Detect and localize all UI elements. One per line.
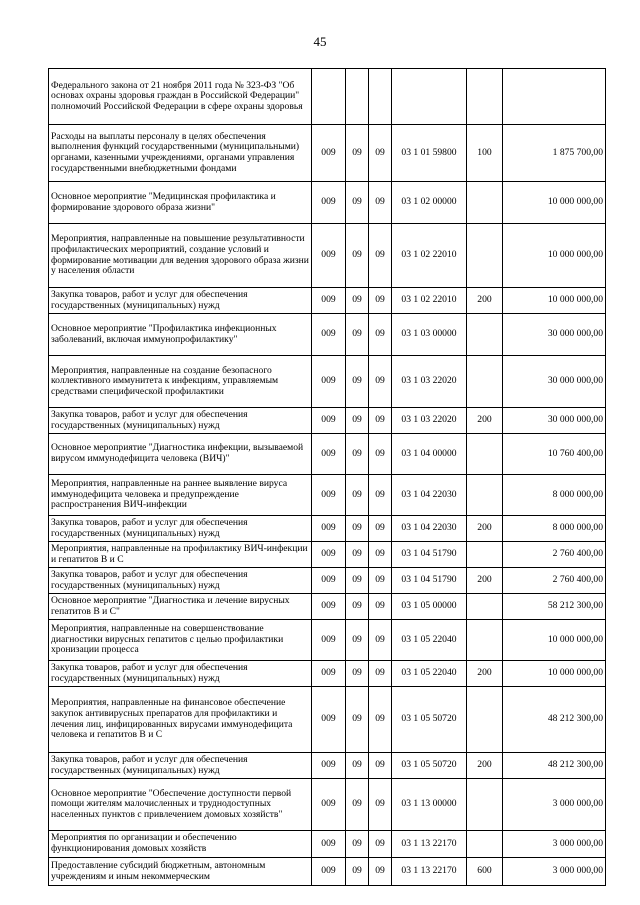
cell-name: Расходы на выплаты персоналу в целях обеспечения выполнения функций государственными (муниципальными) органами, казенными учреждениями, органами управления государственными внебюджетными фондами: [49, 125, 312, 182]
cell-expense-type: [467, 182, 503, 224]
cell-ministry: 009: [312, 288, 346, 314]
cell-target-article: 03 1 03 22020: [392, 408, 467, 434]
cell-section: 09: [346, 831, 369, 858]
cell-target-article: 03 1 02 00000: [392, 182, 467, 224]
cell-subsection: 09: [369, 408, 392, 434]
cell-ministry: 009: [312, 408, 346, 434]
cell-expense-type: 200: [467, 408, 503, 434]
page-number: 45: [313, 34, 327, 49]
cell-section: 09: [346, 516, 369, 542]
cell-name: Мероприятия, направленные на повышение результативности профилактических мероприятий, создание условий и формирование мотивации для ведения здорового образа жизни у населения области: [49, 224, 312, 288]
cell-amount: 1 875 700,00: [503, 125, 606, 182]
cell-ministry: 009: [312, 516, 346, 542]
cell-name: Основное мероприятие "Медицинская профилактика и формирование здорового образа жизни": [49, 182, 312, 224]
cell-target-article: 03 1 05 22040: [392, 661, 467, 687]
cell-amount: 8 000 000,00: [503, 516, 606, 542]
cell-subsection: 09: [369, 594, 392, 620]
cell-ministry: 009: [312, 182, 346, 224]
cell-amount: [503, 69, 606, 125]
cell-target-article: 03 1 13 00000: [392, 779, 467, 831]
cell-subsection: 09: [369, 542, 392, 568]
cell-target-article: 03 1 03 00000: [392, 314, 467, 356]
table-row: [49, 408, 606, 434]
cell-expense-type: [467, 831, 503, 858]
table-row: [49, 224, 606, 288]
cell-section: 09: [346, 542, 369, 568]
cell-subsection: 09: [369, 475, 392, 516]
cell-subsection: 09: [369, 125, 392, 182]
cell-ministry: 009: [312, 753, 346, 779]
table-row: [49, 594, 606, 620]
cell-section: 09: [346, 475, 369, 516]
cell-amount: 30 000 000,00: [503, 314, 606, 356]
cell-target-article: 03 1 13 22170: [392, 858, 467, 886]
cell-expense-type: 100: [467, 125, 503, 182]
cell-section: 09: [346, 314, 369, 356]
cell-target-article: 03 1 04 51790: [392, 542, 467, 568]
cell-amount: 30 000 000,00: [503, 408, 606, 434]
table-row: [49, 858, 606, 886]
cell-target-article: 03 1 04 51790: [392, 568, 467, 594]
table-row: [49, 516, 606, 542]
cell-amount: 10 000 000,00: [503, 620, 606, 661]
cell-section: [346, 69, 369, 125]
cell-ministry: 009: [312, 125, 346, 182]
cell-ministry: 009: [312, 620, 346, 661]
cell-target-article: 03 1 05 00000: [392, 594, 467, 620]
cell-expense-type: [467, 314, 503, 356]
cell-target-article: 03 1 04 22030: [392, 516, 467, 542]
cell-name: Мероприятия по организации и обеспечению функционирования домовых хозяйств: [49, 831, 312, 858]
table-row: [49, 69, 606, 125]
cell-section: 09: [346, 779, 369, 831]
cell-ministry: 009: [312, 314, 346, 356]
cell-ministry: 009: [312, 687, 346, 753]
cell-section: 09: [346, 288, 369, 314]
cell-subsection: 09: [369, 356, 392, 408]
table-row: [49, 542, 606, 568]
cell-section: 09: [346, 858, 369, 886]
cell-amount: 8 000 000,00: [503, 475, 606, 516]
cell-amount: 48 212 300,00: [503, 753, 606, 779]
cell-amount: 58 212 300,00: [503, 594, 606, 620]
cell-ministry: 009: [312, 594, 346, 620]
cell-subsection: 09: [369, 620, 392, 661]
cell-ministry: 009: [312, 661, 346, 687]
cell-target-article: 03 1 03 22020: [392, 356, 467, 408]
cell-subsection: 09: [369, 516, 392, 542]
cell-expense-type: [467, 687, 503, 753]
cell-subsection: 09: [369, 687, 392, 753]
table-row: [49, 620, 606, 661]
cell-subsection: 09: [369, 753, 392, 779]
cell-ministry: 009: [312, 568, 346, 594]
cell-subsection: 09: [369, 858, 392, 886]
cell-name: Закупка товаров, работ и услуг для обеспечения государственных (муниципальных) нужд: [49, 516, 312, 542]
cell-section: 09: [346, 434, 369, 475]
cell-name: Мероприятия, направленные на профилактику ВИЧ-инфекции и гепатитов B и C: [49, 542, 312, 568]
cell-ministry: 009: [312, 224, 346, 288]
cell-amount: 30 000 000,00: [503, 356, 606, 408]
table-row: [49, 753, 606, 779]
cell-ministry: 009: [312, 831, 346, 858]
cell-expense-type: [467, 356, 503, 408]
cell-amount: 3 000 000,00: [503, 779, 606, 831]
cell-ministry: 009: [312, 356, 346, 408]
cell-name: Закупка товаров, работ и услуг для обеспечения государственных (муниципальных) нужд: [49, 288, 312, 314]
cell-amount: 10 000 000,00: [503, 661, 606, 687]
cell-ministry: 009: [312, 779, 346, 831]
cell-ministry: 009: [312, 434, 346, 475]
cell-amount: 2 760 400,00: [503, 568, 606, 594]
cell-section: 09: [346, 661, 369, 687]
cell-target-article: 03 1 13 22170: [392, 831, 467, 858]
cell-name: Основное мероприятие "Профилактика инфекционных заболеваний, включая иммунопрофилактику": [49, 314, 312, 356]
cell-amount: 3 000 000,00: [503, 858, 606, 886]
cell-amount: 10 000 000,00: [503, 288, 606, 314]
cell-amount: 10 000 000,00: [503, 182, 606, 224]
cell-name: Закупка товаров, работ и услуг для обеспечения государственных (муниципальных) нужд: [49, 408, 312, 434]
cell-expense-type: [467, 434, 503, 475]
cell-target-article: 03 1 02 22010: [392, 224, 467, 288]
table-row: [49, 356, 606, 408]
cell-subsection: 09: [369, 661, 392, 687]
cell-section: 09: [346, 687, 369, 753]
cell-subsection: 09: [369, 568, 392, 594]
cell-name: Закупка товаров, работ и услуг для обеспечения государственных (муниципальных) нужд: [49, 568, 312, 594]
table-row: [49, 434, 606, 475]
cell-section: 09: [346, 568, 369, 594]
cell-name: Закупка товаров, работ и услуг для обеспечения государственных (муниципальных) нужд: [49, 661, 312, 687]
cell-expense-type: 200: [467, 568, 503, 594]
cell-ministry: 009: [312, 542, 346, 568]
cell-expense-type: 200: [467, 753, 503, 779]
cell-name: Предоставление субсидий бюджетным, автономным учреждениям и иным некоммерческим: [49, 858, 312, 886]
cell-target-article: 03 1 04 00000: [392, 434, 467, 475]
cell-expense-type: [467, 620, 503, 661]
cell-name: Основное мероприятие "Обеспечение доступности первой помощи жителям малочисленных и труднодоступных населенных пунктов с привлечением домовых хозяйств": [49, 779, 312, 831]
cell-section: 09: [346, 620, 369, 661]
cell-name: Мероприятия, направленные на финансовое обеспечение закупок антивирусных препаратов для профилактики и лечения лиц, инфицированных вирусами иммунодефицита человека и гепатитов B и C: [49, 687, 312, 753]
table-row: [49, 475, 606, 516]
cell-subsection: [369, 69, 392, 125]
cell-name: Мероприятия, направленные на раннее выявление вируса иммунодефицита человека и предупреждение распространения ВИЧ-инфекции: [49, 475, 312, 516]
cell-expense-type: [467, 542, 503, 568]
cell-subsection: 09: [369, 314, 392, 356]
cell-section: 09: [346, 182, 369, 224]
cell-ministry: 009: [312, 475, 346, 516]
cell-target-article: 03 1 02 22010: [392, 288, 467, 314]
cell-name: Закупка товаров, работ и услуг для обеспечения государственных (муниципальных) нужд: [49, 753, 312, 779]
cell-expense-type: 200: [467, 516, 503, 542]
cell-section: 09: [346, 224, 369, 288]
cell-target-article: [392, 69, 467, 125]
cell-subsection: 09: [369, 779, 392, 831]
cell-expense-type: [467, 224, 503, 288]
table-row: [49, 182, 606, 224]
budget-table: [48, 68, 606, 886]
cell-amount: 10 000 000,00: [503, 224, 606, 288]
cell-ministry: [312, 69, 346, 125]
cell-subsection: 09: [369, 288, 392, 314]
cell-subsection: 09: [369, 182, 392, 224]
cell-section: 09: [346, 408, 369, 434]
cell-target-article: 03 1 01 59800: [392, 125, 467, 182]
cell-subsection: 09: [369, 831, 392, 858]
table-row: [49, 125, 606, 182]
cell-target-article: 03 1 05 50720: [392, 687, 467, 753]
cell-name: Основное мероприятие "Диагностика и лечение вирусных гепатитов B и C": [49, 594, 312, 620]
cell-section: 09: [346, 753, 369, 779]
cell-expense-type: 200: [467, 661, 503, 687]
cell-expense-type: [467, 69, 503, 125]
cell-amount: 10 760 400,00: [503, 434, 606, 475]
table-row: [49, 779, 606, 831]
table-row: [49, 288, 606, 314]
cell-target-article: 03 1 05 22040: [392, 620, 467, 661]
cell-amount: 3 000 000,00: [503, 831, 606, 858]
cell-amount: 2 760 400,00: [503, 542, 606, 568]
table-row: [49, 687, 606, 753]
cell-amount: 48 212 300,00: [503, 687, 606, 753]
table-row: [49, 314, 606, 356]
cell-ministry: 009: [312, 858, 346, 886]
cell-expense-type: [467, 594, 503, 620]
table-row: [49, 661, 606, 687]
cell-expense-type: [467, 779, 503, 831]
cell-expense-type: 200: [467, 288, 503, 314]
cell-expense-type: [467, 475, 503, 516]
cell-section: 09: [346, 594, 369, 620]
cell-name: Основное мероприятие "Диагностика инфекции, вызываемой вирусом иммунодефицита человека (ВИЧ)": [49, 434, 312, 475]
cell-subsection: 09: [369, 434, 392, 475]
cell-subsection: 09: [369, 224, 392, 288]
table-row: [49, 831, 606, 858]
cell-name: Мероприятия, направленные на создание безопасного коллективного иммунитета к инфекциям, управляемым средствами специфической профилактики: [49, 356, 312, 408]
cell-section: 09: [346, 125, 369, 182]
cell-section: 09: [346, 356, 369, 408]
cell-target-article: 03 1 05 50720: [392, 753, 467, 779]
cell-target-article: 03 1 04 22030: [392, 475, 467, 516]
table-row: [49, 568, 606, 594]
cell-expense-type: 600: [467, 858, 503, 886]
cell-name: Федерального закона от 21 ноября 2011 года № 323-ФЗ "Об основах охраны здоровья граждан в Российской Федерации" полномочий Российской Федерации в сфере охраны здоровья: [49, 69, 312, 125]
cell-name: Мероприятия, направленные на совершенствование диагностики вирусных гепатитов с целью профилактики хронизации процесса: [49, 620, 312, 661]
